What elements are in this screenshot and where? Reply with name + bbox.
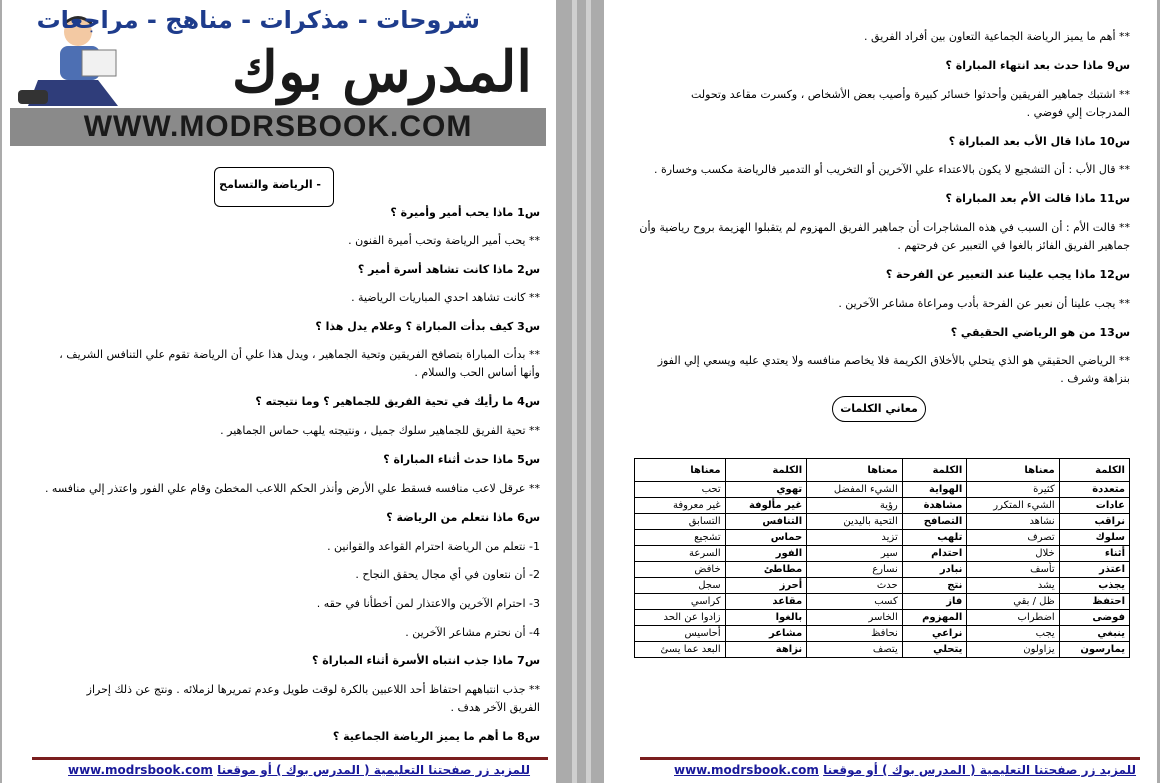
vocab-word: مشاهدة — [902, 498, 967, 514]
vocab-meaning: غير معروفة — [635, 498, 726, 514]
vertical-ruler — [586, 0, 591, 783]
table-row — [635, 530, 1130, 546]
vocab-word: نراعي — [902, 626, 967, 642]
vocab-word: يتحلي — [902, 642, 967, 658]
answer-text: جماهير الفريق الفائز بالغوا في التعبير عن فرحتهم . — [897, 239, 1130, 252]
vocab-meaning: أحاسيس — [635, 626, 726, 642]
table-row — [635, 562, 1130, 578]
table-header-row — [635, 459, 1130, 482]
vocab-meaning: يشد — [967, 578, 1059, 594]
answer-text: ** الرياضي الحقيقي هو الذي يتحلي بالأخلاق الكريمة فلا يخاصم منافسه ولا يعتدي عليه ويسعي إلي الفوز — [657, 354, 1130, 367]
vocab-word: نبادر — [902, 562, 967, 578]
answer-text: وأنها أساس الحب والسلام . — [414, 366, 540, 379]
column-header: الكلمة — [725, 459, 807, 482]
banner-subtitle: شروحات - مذكرات - مناهج - مراجعات — [36, 6, 480, 34]
vocab-meaning: الخاسر — [807, 610, 903, 626]
vocab-word: التصافح — [902, 514, 967, 530]
vocab-meaning: التسابق — [635, 514, 726, 530]
question-text: س8 ما أهم ما يميز الرياضة الجماعية ؟ — [332, 730, 540, 743]
question-text: س13 من هو الرياضي الحقيقي ؟ — [950, 326, 1130, 339]
vocab-meaning: زادوا عن الحد — [635, 610, 726, 626]
column-header: معناها — [807, 459, 903, 482]
vocab-meaning: سير — [807, 546, 903, 562]
question-text: س9 ماذا حدث بعد انتهاء المباراة ؟ — [945, 59, 1130, 72]
answer-text: الفريق الآخر هدف . — [450, 701, 540, 714]
vocab-meaning: الشيء المفضل — [807, 482, 903, 498]
vocabulary-table — [634, 458, 1130, 658]
answer-text: ** أهم ما يميز الرياضة الجماعية التعاون بين أفراد الفريق . — [864, 30, 1130, 43]
vocab-word: تهوي — [725, 482, 807, 498]
vocab-word: ينبغي — [1059, 626, 1129, 642]
footer-divider — [32, 757, 548, 760]
vocab-meaning: اضطراب — [967, 610, 1059, 626]
footer — [674, 763, 1136, 777]
table-row — [635, 610, 1130, 626]
vocab-word: حماس — [725, 530, 807, 546]
vocab-meaning: التحية باليدين — [807, 514, 903, 530]
vocab-meaning: نحافظ — [807, 626, 903, 642]
vocab-meaning: رؤية — [807, 498, 903, 514]
vocab-meaning: تأسف — [967, 562, 1059, 578]
vocab-word: نتج — [902, 578, 967, 594]
vocab-word: متعددة — [1059, 482, 1129, 498]
vocab-meaning: تشجيع — [635, 530, 726, 546]
table-row — [635, 578, 1130, 594]
footer — [68, 763, 530, 777]
answer-text: ** جذب انتباههم احتفاظ أحد اللاعبين بالكرة لوقت طويل وعدم تمريرها لزملائه . ونتج عن ذلك إحراز — [86, 683, 540, 696]
vocab-meaning: سجل — [635, 578, 726, 594]
vocab-word: الهواية — [902, 482, 967, 498]
question-text: س11 ماذا قالت الأم بعد المباراة ؟ — [945, 192, 1130, 205]
question-text: س1 ماذا يحب أمير وأميرة ؟ — [390, 206, 540, 219]
column-header: معناها — [635, 459, 726, 482]
list-item: 2- أن نتعاون في أي مجال يحقق النجاح . — [355, 568, 540, 581]
answer-text: ** عرقل لاعب منافسه فسقط علي الأرض وأنذر الحكم اللاعب المخطئ وقام علي الفور واعتذر إلي منافسه . — [44, 482, 540, 495]
section-title: - الرياضة والتسامح — [219, 178, 321, 191]
vocab-meaning: نسارع — [807, 562, 903, 578]
vocab-meaning: يتصف — [807, 642, 903, 658]
vocab-meaning: يجب — [967, 626, 1059, 642]
answer-text: ** قال الأب : أن التشجيع لا يكون بالاعتداء علي الآخرين أو التخريب أو التدمير فالرياضة مكسب وخسارة . — [653, 163, 1130, 176]
vocab-meaning: تحب — [635, 482, 726, 498]
vocab-meaning: الشيء المتكرر — [967, 498, 1059, 514]
table-row — [635, 482, 1130, 498]
table-row — [635, 546, 1130, 562]
answer-text: ** كانت تشاهد احدي المباريات الرياضية . — [351, 291, 540, 304]
table-row — [635, 626, 1130, 642]
vocab-word: الفور — [725, 546, 807, 562]
answer-text: المدرجات إلي فوضي . — [1026, 106, 1130, 119]
vocab-word: فوضى — [1059, 610, 1129, 626]
vocab-word: يمارسون — [1059, 642, 1129, 658]
vocab-word: أحرز — [725, 578, 807, 594]
site-banner — [2, 0, 550, 146]
answer-text: ** بدأت المباراة بتصافح الفريقين وتحية الجماهير ، ويدل هذا علي أن الرياضة تقوم علي التنافس الشريف ، — [59, 348, 540, 361]
vocab-meaning: تزيد — [807, 530, 903, 546]
banner-logo-text: المدرس بوك — [232, 39, 532, 105]
vocab-word: سلوك — [1059, 530, 1129, 546]
vocab-word: مشاعر — [725, 626, 807, 642]
vocab-word: مقاعد — [725, 594, 807, 610]
answer-text: ** يحب أمير الرياضة وتحب أميرة الفنون . — [348, 234, 540, 247]
footer-link[interactable]: www.modrsbook.com — [68, 763, 213, 777]
vocab-title: معاني الكلمات — [832, 396, 926, 422]
list-item: 4- أن نحترم مشاعر الآخرين . — [405, 626, 540, 639]
answer-text: بنزاهة وشرف . — [1060, 372, 1130, 385]
footer-text[interactable]: للمزيد زر صفحتنا التعليمية ( المدرس بوك ) أو موقعنا — [823, 763, 1137, 777]
vocab-word: بالغوا — [725, 610, 807, 626]
vocab-meaning: نشاهد — [967, 514, 1059, 530]
question-text: س2 ماذا كانت تشاهد أسرة أمير ؟ — [357, 263, 540, 276]
list-item: 3- احترام الآخرين والاعتذار لمن أخطأنا في حقه . — [316, 597, 540, 610]
vocab-word: مطاطئ — [725, 562, 807, 578]
answer-text: ** اشتبك جماهير الفريقين وأحدثوا خسائر كبيرة وأصيب بعض الأشخاص ، وكسرت مقاعد وتحولت — [690, 88, 1130, 101]
vertical-ruler — [572, 0, 577, 783]
vocab-meaning: كثيرة — [967, 482, 1059, 498]
list-item: 1- نتعلم من الرياضة احترام القواعد والقوانين . — [327, 540, 540, 553]
vocab-word: غير مألوفة — [725, 498, 807, 514]
vocab-word: اعتذر — [1059, 562, 1129, 578]
banner-url: WWW.MODRSBOOK.COM — [10, 108, 546, 146]
column-header: معناها — [967, 459, 1059, 482]
vocab-word: يجذب — [1059, 578, 1129, 594]
question-text: س12 ماذا يجب علينا عند التعبير عن الفرحة ؟ — [885, 268, 1130, 281]
left-page — [2, 0, 556, 783]
vocab-meaning: السرعة — [635, 546, 726, 562]
vocab-word: المهزوم — [902, 610, 967, 626]
footer-text[interactable]: للمزيد زر صفحتنا التعليمية ( المدرس بوك ) أو موقعنا — [217, 763, 531, 777]
vocab-meaning: ظل / بقي — [967, 594, 1059, 610]
vocab-meaning: كراسي — [635, 594, 726, 610]
table-row — [635, 642, 1130, 658]
answer-text: ** يجب علينا أن نعبر عن الفرحة بأدب ومراعاة مشاعر الآخرين . — [838, 297, 1130, 310]
vocab-word: نزاهة — [725, 642, 807, 658]
vocab-word: فاز — [902, 594, 967, 610]
question-text: س3 كيف بدأت المباراة ؟ وعلام يدل هذا ؟ — [315, 320, 540, 333]
question-text: س5 ماذا حدث أثناء المباراة ؟ — [383, 453, 540, 466]
table-row — [635, 498, 1130, 514]
vocab-meaning: يزاولون — [967, 642, 1059, 658]
vocab-word: أثناء — [1059, 546, 1129, 562]
section-title-scroll — [214, 167, 334, 207]
page-gap — [556, 0, 604, 783]
vocab-word: تلهب — [902, 530, 967, 546]
table-row — [635, 594, 1130, 610]
answer-text: ** تحية الفريق للجماهير سلوك جميل ، ونتيجته يلهب حماس الجماهير . — [220, 424, 540, 437]
table-row — [635, 514, 1130, 530]
footer-divider — [640, 757, 1140, 760]
vocab-meaning: تصرف — [967, 530, 1059, 546]
vocab-word: احتفظ — [1059, 594, 1129, 610]
vocab-meaning: البعد عما يسئ — [635, 642, 726, 658]
column-header: الكلمة — [1059, 459, 1129, 482]
vocab-word: التنافس — [725, 514, 807, 530]
column-header: الكلمة — [902, 459, 967, 482]
vocab-meaning: كسب — [807, 594, 903, 610]
vocab-meaning: خلال — [967, 546, 1059, 562]
vocab-word: نراقب — [1059, 514, 1129, 530]
question-text: س7 ماذا جذب انتباه الأسرة أثناء المباراة ؟ — [312, 654, 540, 667]
question-text: س6 ماذا نتعلم من الرياضة ؟ — [386, 511, 540, 524]
answer-text: ** قالت الأم : أن السبب في هذه المشاجرات أن جماهير الفريق المهزوم لم يتقبلوا الهزيمة بروح رياضية وأن — [639, 221, 1130, 234]
question-text: س10 ماذا قال الأب بعد المباراة ؟ — [948, 135, 1130, 148]
vocab-word: عادات — [1059, 498, 1129, 514]
question-text: س4 ما رأيك في تحية الفريق للجماهير ؟ وما نتيجته ؟ — [255, 395, 540, 408]
vocab-word: احتدام — [902, 546, 967, 562]
vocab-meaning: خافض — [635, 562, 726, 578]
footer-link[interactable]: www.modrsbook.com — [674, 763, 819, 777]
vocab-meaning: حدث — [807, 578, 903, 594]
